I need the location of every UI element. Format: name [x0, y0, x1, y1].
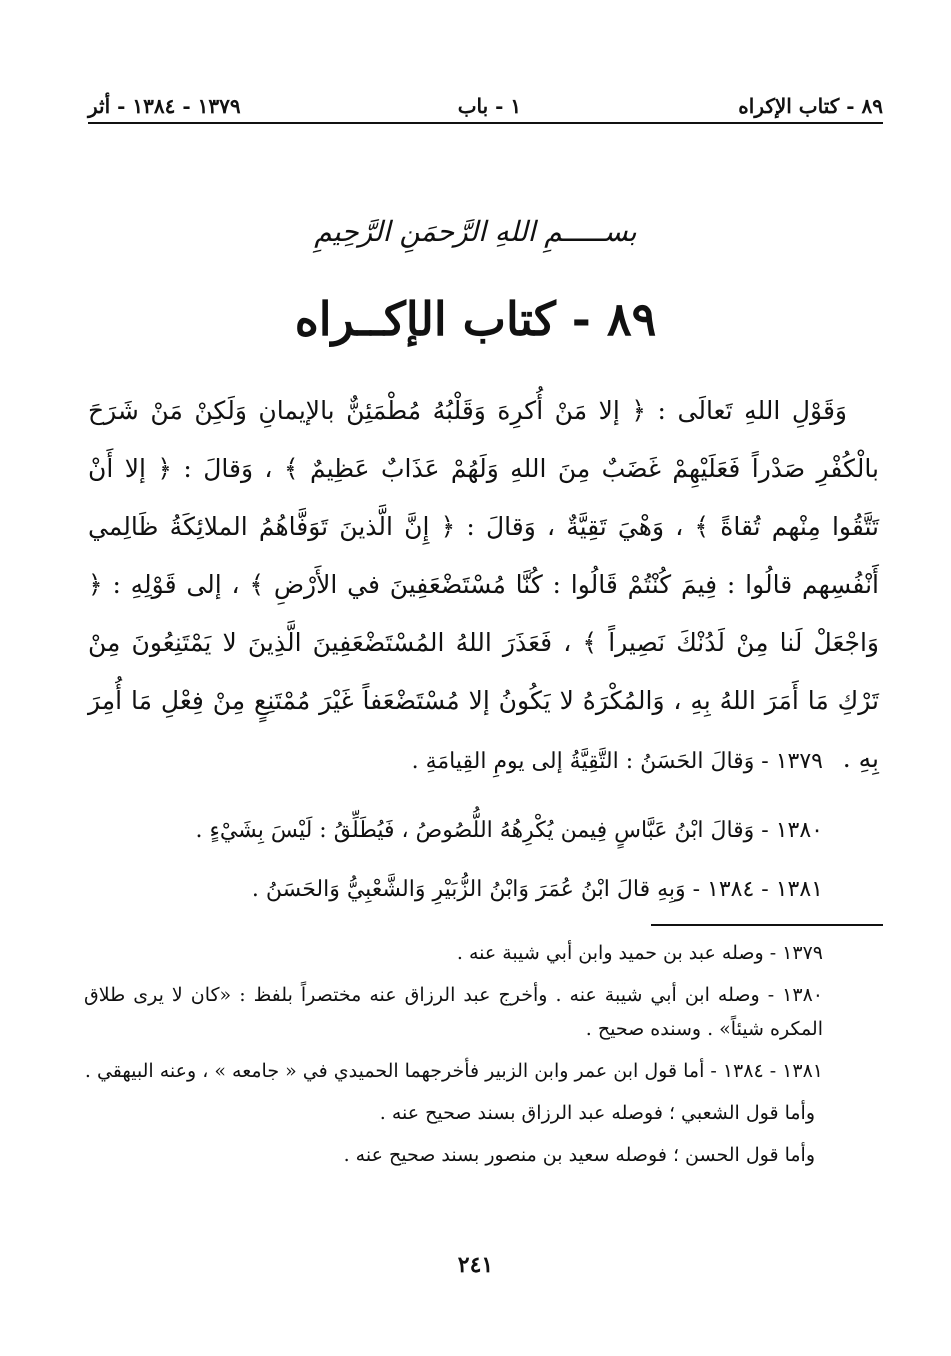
- main-paragraph: وَقَوْلِ اللهِ تَعالَى : ﴿ إلا مَنْ أُكرِهَ وَقَلْبُهُ مُطْمَئِنٌّ بالإيمانِ وَلَكِنْ مَنْ شَرَحَ بالْكُفْرِ صَدْراً فَعَلَيْهِمْ غَضَبٌ مِنَ اللهِ وَلَهُمْ عَذَابٌ عَظِيمٌ ﴾ ، وَقالَ : ﴿ إلا أَنْ تَتَّقُوا مِنْهم تُقاةً ﴾ ، وَهْيَ تَقِيَّةٌ ، وَقالَ : ﴿ إِنَّ الَّذينَ تَوَفَّاهُمُ الملائِكَةُ ظَالِمي أَنْفُسِهم قالُوا : فِيمَ كُنْتُمْ قَالُوا : كُنَّا مُسْتَضْعَفِينَ في الأَرْضِ ﴾ ، إلى قَوْلِهِ : ﴿ وَاجْعَلْ لَنا مِنْ لَدُنْكَ نَصِيراً ﴾ ، فَعَذَرَ اللهُ المُسْتَضْعَفِينَ الَّذِينَ لا يَمْتَنِعُونَ مِنْ تَرْكِ مَا أَمَرَ اللهُ بِهِ ، وَالمُكْرَهُ لا يَكُونُ إلا مُسْتَضْعَفاً غَيْرَ مُمْتَنِعٍ مِنْ فِعْلِ مَا أُمِرَ بِهِ .: [88, 396, 879, 773]
- header-range: ١٣٧٩ - ١٣٨٤ - أثر: [88, 94, 241, 118]
- footnote-1380: ١٣٨٠ - وصله ابن أبي شيبة عنه . وأخرج عبد الرزاق عنه مختصراً بلفظ : «كان لا يرى طلاق المكره شيئاً» . وسنده صحيح .: [84, 984, 823, 1040]
- main-text: [88, 382, 879, 788]
- running-header: [88, 82, 883, 124]
- header-chapter: ٨٩ - كتاب الإكراه: [738, 94, 883, 118]
- narration-1380: ١٣٨٠ - وَقالَ ابْنُ عَبَّاسٍ فِيمن يُكْرِهُهُ اللُّصُوصُ ، فَيُطَلِّقُ : لَيْسَ بِشَيْءٍ .: [195, 818, 823, 843]
- footnotes: [84, 936, 823, 1180]
- header-section: ١ - باب: [457, 94, 522, 118]
- chapter-title: ٨٩ - كتاب الإكــراه: [294, 292, 657, 346]
- basmala: بســـــمِ اللهِ الرَّحمَنِ الرَّحِيمِ: [314, 215, 637, 248]
- footnote-hasan: وأما قول الحسن ؛ فوصله سعيد بن منصور بسند صحيح عنه .: [343, 1144, 815, 1166]
- footnote-shabi: وأما قول الشعبي ؛ فوصله عبد الرزاق بسند صحيح عنه .: [379, 1102, 815, 1124]
- narration-1381-1384: ١٣٨١ - ١٣٨٤ - وَبِهِ قالَ ابْنُ عُمَرَ وَابْنُ الزُّبَيْرِ وَالشَّعْبِيُّ وَالحَسَنُ .: [251, 877, 823, 902]
- footnote-divider: [651, 924, 883, 926]
- footnote-1379: ١٣٧٩ - وصله عبد بن حميد وابن أبي شيبة عنه .: [456, 942, 823, 964]
- page-number: ٢٤١: [457, 1252, 494, 1278]
- footnote-1381-1384: ١٣٨١ - ١٣٨٤ - أما قول ابن عمر وابن الزبير فأخرجهما الحميدي في « جامعه » ، وعنه البيهقي .: [84, 1060, 823, 1082]
- narration-1379: ١٣٧٩ - وَقالَ الحَسَنُ : التَّقِيَّةُ إلى يومِ القِيامَةِ .: [411, 749, 823, 774]
